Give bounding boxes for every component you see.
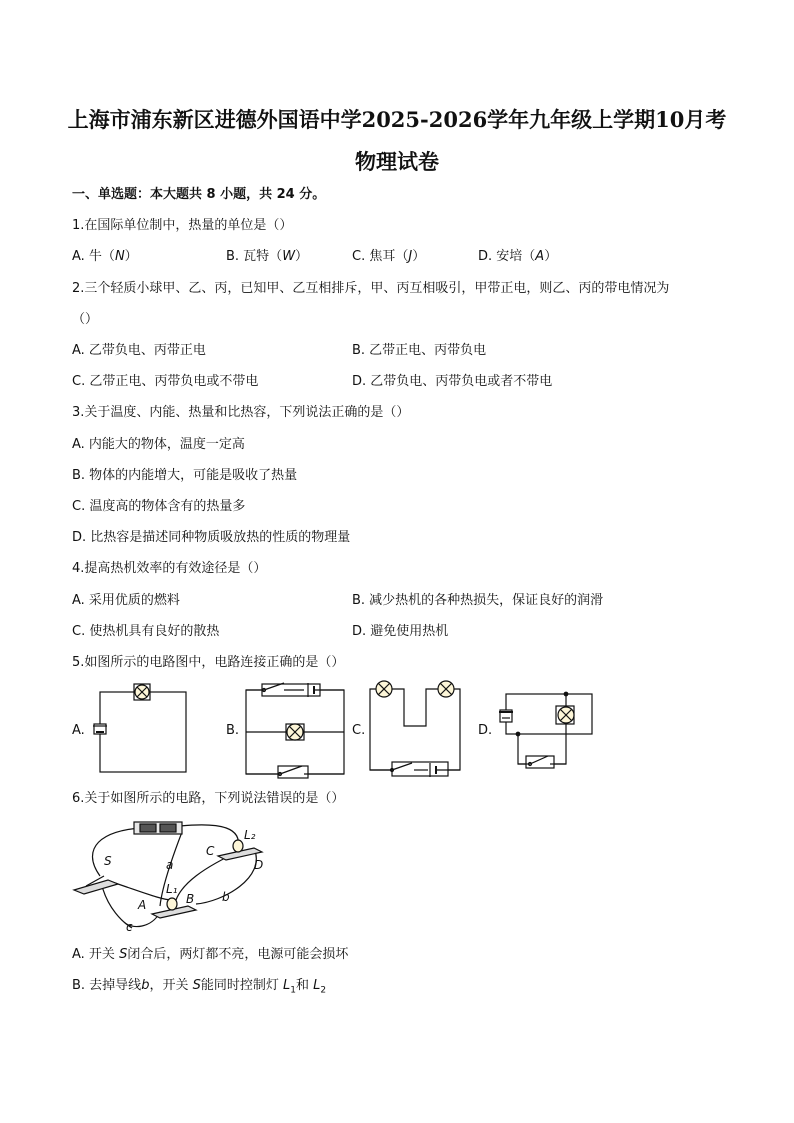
circuit-diagram-d (494, 688, 598, 770)
q6-option-b[interactable]: B. 去掉导线b，开关 S能同时控制灯 $L_1$和 $L_2$ (72, 978, 327, 996)
q2-option-c[interactable]: C. 乙带正电、丙带负电或不带电 (72, 374, 259, 389)
q6-option-a[interactable]: A. 开关 S闭合后，两灯都不亮，电源可能会损坏 (72, 947, 349, 962)
q2-stem-cont: （） (72, 312, 99, 327)
q5-option-d-label[interactable]: D. (478, 723, 493, 738)
q2-option-b[interactable]: B. 乙带正电、丙带负电 (352, 343, 487, 358)
q1-stem: 1.在国际单位制中，热量的单位是（） (72, 218, 293, 233)
fig-label-d: D (254, 858, 264, 872)
circuit-diagram-b (240, 680, 350, 780)
fig-label-wire-a: a (166, 858, 174, 872)
q5-option-c-label[interactable]: C. (352, 723, 366, 738)
q3-option-a[interactable]: A. 内能大的物体，温度一定高 (72, 437, 245, 452)
q3-stem: 3.关于温度、内能、热量和比热容，下列说法正确的是（） (72, 405, 410, 420)
circuit-diagram-a (88, 684, 198, 780)
fig-label-c: C (206, 844, 215, 858)
fig-label-wire-c: c (126, 920, 133, 934)
fig-label-a-point: A (138, 898, 147, 912)
circuit-diagram-c (364, 676, 468, 780)
q6-circuit-figure (72, 818, 272, 936)
q4-option-d[interactable]: D. 避免使用热机 (352, 624, 449, 639)
q1-option-b[interactable]: B. 瓦特（W） (226, 249, 309, 264)
q3-option-b[interactable]: B. 物体的内能增大，可能是吸收了热量 (72, 468, 298, 483)
fig-label-s: S (104, 854, 112, 868)
fig-label-b-point: B (186, 892, 195, 906)
fig-label-l2: L₂ (244, 828, 256, 842)
q4-option-a[interactable]: A. 采用优质的燃料 (72, 593, 180, 608)
section-heading: 一、单选题：本大题共 8 小题，共 24 分。 (72, 187, 326, 202)
q5-option-b-label[interactable]: B. (226, 723, 240, 738)
page-title-line2: 物理试卷 (355, 149, 439, 174)
q5-option-a-label[interactable]: A. (72, 723, 85, 738)
q1-option-c[interactable]: C. 焦耳（J） (352, 249, 426, 264)
q2-option-d[interactable]: D. 乙带负电、丙带负电或者不带电 (352, 374, 553, 389)
q4-stem: 4.提高热机效率的有效途径是（） (72, 561, 267, 576)
q2-stem: 2.三个轻质小球甲、乙、丙，已知甲、乙互相排斥，甲、丙互相吸引，甲带正电，则乙、丙的带电情况为 (72, 281, 670, 296)
q6-stem: 6.关于如图所示的电路，下列说法错误的是（） (72, 791, 345, 806)
q4-option-c[interactable]: C. 使热机具有良好的散热 (72, 624, 220, 639)
q2-option-a[interactable]: A. 乙带负电、丙带正电 (72, 343, 206, 358)
q4-option-b[interactable]: B. 减少热机的各种热损失，保证良好的润滑 (352, 593, 604, 608)
q3-option-d[interactable]: D. 比热容是描述同种物质吸放热的性质的物理量 (72, 530, 351, 545)
fig-label-l1: L₁ (166, 882, 178, 896)
fig-label-wire-b: b (222, 890, 230, 904)
q1-option-a[interactable]: A. 牛（N） (72, 249, 138, 264)
q3-option-c[interactable]: C. 温度高的物体含有的热量多 (72, 499, 246, 514)
q5-stem: 5.如图所示的电路图中，电路连接正确的是（） (72, 655, 345, 670)
page-title-line1: 上海市浦东新区进德外国语中学2025-2026学年九年级上学期10月考 (67, 107, 727, 132)
q1-option-d[interactable]: D. 安培（A） (478, 249, 558, 264)
